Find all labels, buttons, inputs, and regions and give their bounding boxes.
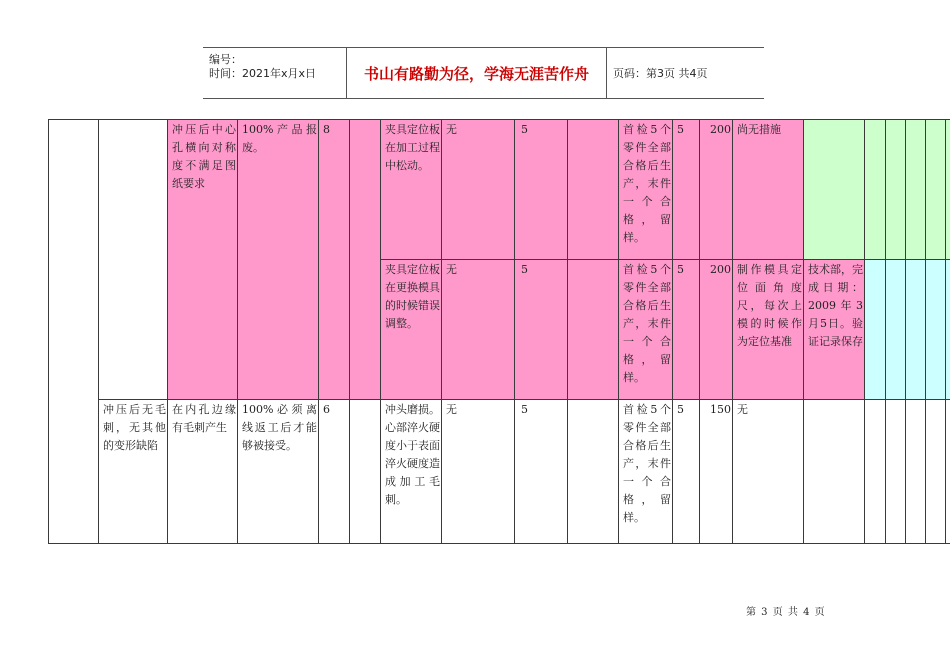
- page-footer: 第 3 页 共 4 页: [746, 607, 826, 618]
- prevention-cell-1-2: [441, 259, 515, 400]
- responsibility-cell-2-1: [803, 399, 865, 544]
- detection-cell-1-1: [672, 119, 700, 260]
- function-cell-2: [98, 399, 168, 544]
- prevention-text: 无: [446, 263, 457, 276]
- cause-text: 夹具定位板在加工过程中松动。: [385, 123, 440, 172]
- cause-text: 夹具定位板在更换模具的时候错误调整。: [385, 263, 440, 330]
- cause-cell-2-1: [380, 399, 442, 544]
- occurrence-cell-2-1: [514, 399, 568, 544]
- occurrence-cell-1-2: [514, 259, 568, 400]
- rpn-cell-2-1: [699, 399, 733, 544]
- failure-effect-cell-1: [237, 119, 319, 400]
- result-cell-1-1c: [905, 119, 926, 260]
- detection-control-cell-2-1: [618, 399, 673, 544]
- occurrence-value: 5: [521, 123, 528, 136]
- severity-value: 8: [323, 123, 330, 136]
- responsibility-cell-1-2: [803, 259, 865, 400]
- failure-mode-cell-2: [167, 399, 238, 544]
- prevention-cell-1-1: [441, 119, 515, 260]
- result-cell-1-2c: [905, 259, 926, 400]
- occurrence-cell-1-1b: [514, 119, 568, 260]
- result-cell-1-2e: [945, 259, 950, 400]
- result-cell-1-1a: [864, 119, 886, 260]
- failure-effect-text: 100%产品报废。: [242, 123, 317, 154]
- result-cell-2-1e: [945, 399, 950, 544]
- cause-cell-1-2: [380, 259, 442, 400]
- detection-cell-1-2: [672, 259, 700, 400]
- action-text: 制作模具定位面角度尺，每次上模的时候作为定位基准: [737, 263, 802, 348]
- detection-control-text: 首检5个零件全部合格后生产，末件一个合格，留样。: [623, 403, 671, 524]
- action-text: 无: [737, 403, 748, 416]
- detection-value: 5: [677, 263, 684, 276]
- class-cell-1: [349, 119, 381, 400]
- result-cell-1-2a: [864, 259, 886, 400]
- class-cell-2: [349, 399, 381, 544]
- severity-value: 6: [323, 403, 330, 416]
- action-cell-2-1: [732, 399, 804, 544]
- detection-blank-cell-1-2: [567, 259, 619, 400]
- action-cell-1-2: [732, 259, 804, 400]
- item-cell: [48, 119, 99, 544]
- rpn-value: 200: [710, 123, 731, 136]
- result-cell-2-1a: [864, 399, 886, 544]
- detection-value: 5: [677, 403, 684, 416]
- failure-effect-text: 100%必须离线返工后才能够被接受。: [242, 403, 317, 452]
- function-text: 冲压后无毛刺，无其他的变形缺陷: [103, 403, 166, 452]
- prevention-text: 无: [446, 123, 457, 136]
- detection-blank-cell-1-1: [567, 119, 619, 260]
- detection-control-cell-1-1: [618, 119, 673, 260]
- detection-control-cell-1-2: [618, 259, 673, 400]
- responsibility-cell-1-1: [803, 119, 865, 260]
- result-cell-2-1c: [905, 399, 926, 544]
- detection-blank-cell-2-1: [567, 399, 619, 544]
- detection-control-text: 首检5个零件全部合格后生产，末件一个合格，留样。: [623, 263, 671, 384]
- header-meta: [203, 48, 346, 98]
- header-slogan: 书山有路勤为径，学海无涯苦作舟: [346, 48, 607, 98]
- header-page-info: 页码：第3页 共4页: [613, 67, 708, 80]
- result-cell-1-2d: [925, 259, 946, 400]
- action-cell-1-1: [732, 119, 804, 260]
- cause-cell-1-1: [380, 119, 442, 260]
- result-cell-2-1d: [925, 399, 946, 544]
- function-cell-1: [98, 119, 168, 400]
- action-text: 尚无措施: [737, 123, 781, 136]
- time-label: 时间：2021年x月x日: [209, 67, 317, 80]
- occurrence-value: 5: [521, 403, 528, 416]
- detection-cell-2-1: [672, 399, 700, 544]
- prevention-text: 无: [446, 403, 457, 416]
- rpn-cell-1-2: [699, 259, 733, 400]
- failure-effect-cell-2: [237, 399, 319, 544]
- rpn-value: 200: [710, 263, 731, 276]
- fmea-table: [48, 119, 916, 544]
- result-cell-1-2b: [885, 259, 906, 400]
- result-cell-2-1b: [885, 399, 906, 544]
- severity-cell-1: [318, 119, 350, 400]
- result-cell-1-1b: [885, 119, 906, 260]
- detection-value: 5: [677, 123, 684, 136]
- prevention-cell-2-1: [441, 399, 515, 544]
- failure-mode-text: 冲压后中心孔横向对称度不满足图纸要求: [172, 123, 236, 190]
- result-cell-1-1d: [925, 119, 946, 260]
- responsibility-text: 技术部，完成日期：2009年3月5日。验证记录保存: [808, 263, 863, 348]
- detection-control-text: 首检5个零件全部合格后生产，末件一个合格，留样。: [623, 123, 671, 244]
- failure-mode-text: 在内孔边缘有毛刺产生: [172, 403, 236, 434]
- severity-cell-2: [318, 399, 350, 544]
- serial-label: 编号：: [209, 53, 242, 66]
- page-header: [203, 47, 764, 99]
- result-cell-1-1e: [945, 119, 950, 260]
- occurrence-value: 5: [521, 263, 528, 276]
- failure-mode-cell-1: [167, 119, 238, 400]
- cause-text: 冲头磨损。心部淬火硬度小于表面淬火硬度造成加工毛刺。: [385, 403, 440, 506]
- rpn-value: 150: [710, 403, 731, 416]
- rpn-cell-1-1: [699, 119, 733, 260]
